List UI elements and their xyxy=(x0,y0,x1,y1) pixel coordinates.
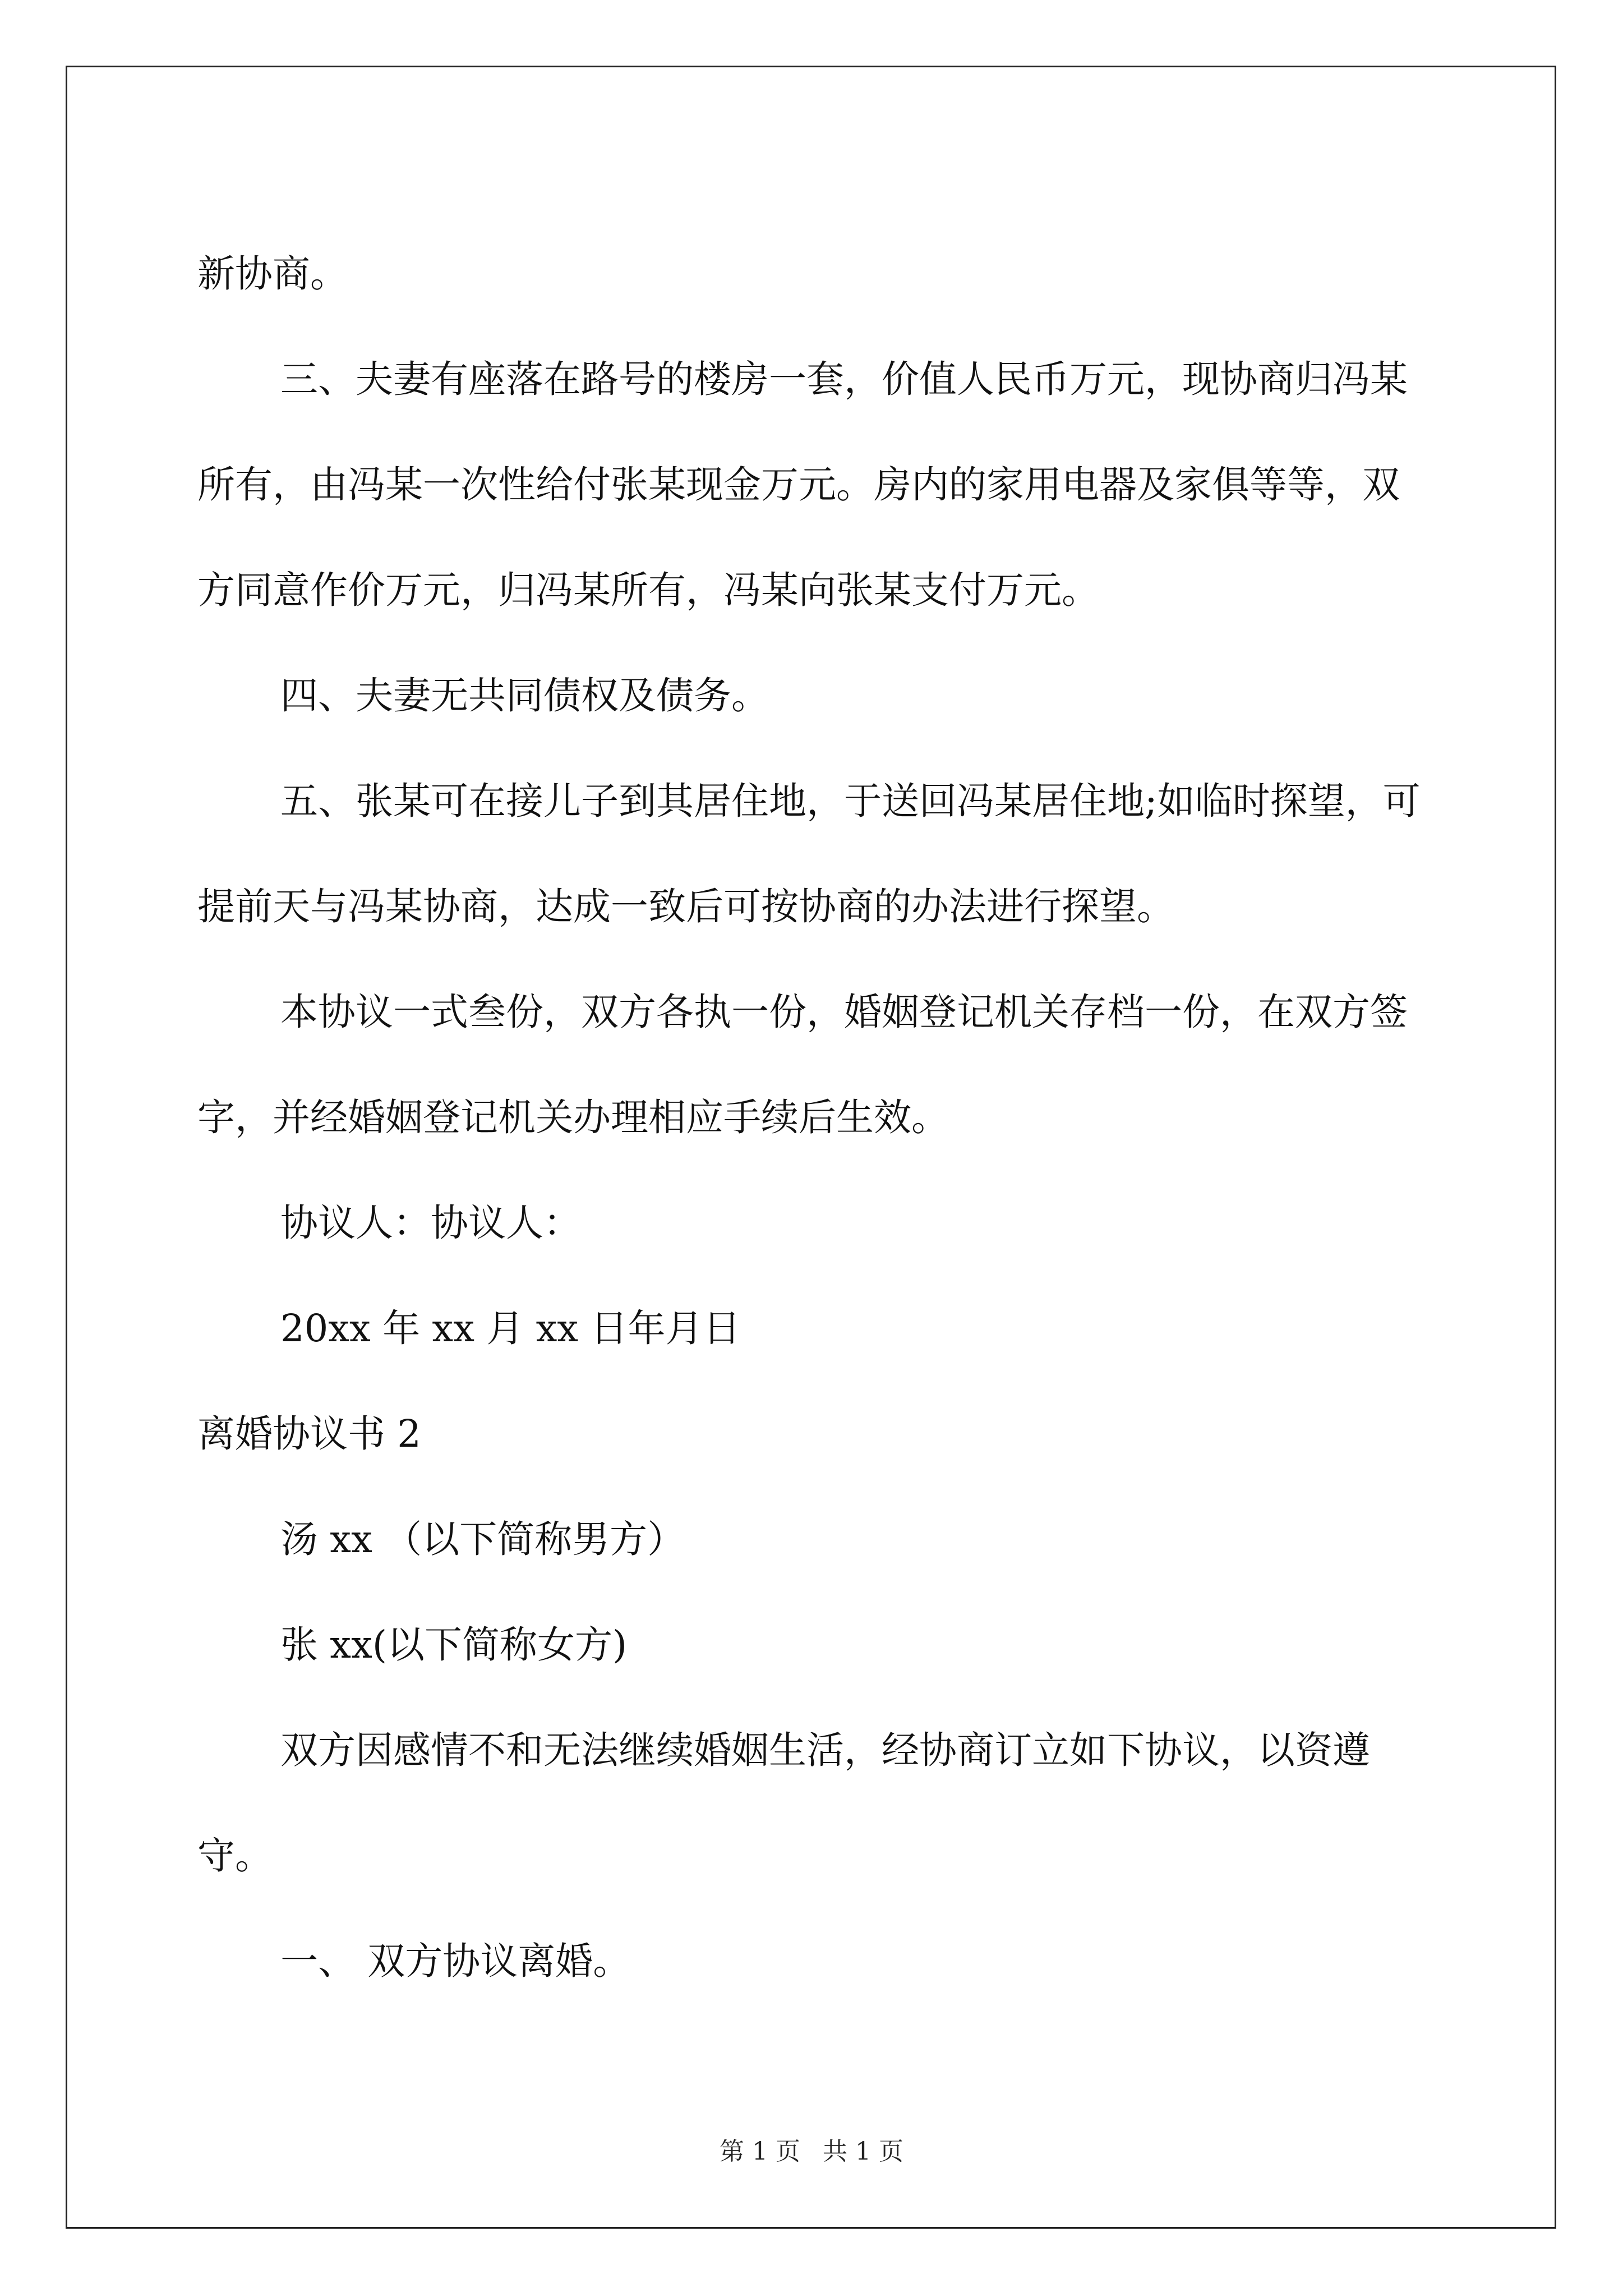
paragraph-date: 20xx 年 xx 月 xx 日年月日 xyxy=(280,1306,741,1350)
paragraph-clause-1: 一、 双方协议离婚。 xyxy=(280,1939,631,1983)
paragraph-continuation: 新协商。 xyxy=(197,252,348,296)
party-female: 张 xx(以下简称女方) xyxy=(280,1623,628,1667)
paragraph-preamble: 双方因感情不和无法继续婚姻生活，经协商订立如下协议，以资遵守。 xyxy=(197,1728,1370,1878)
party-male: 汤 xx （以下简称男方） xyxy=(280,1517,685,1561)
paragraph-signatories: 协议人：协议人： xyxy=(280,1201,581,1245)
section-heading: 离婚协议书 2 xyxy=(197,1412,421,1456)
paragraph-clause-3: 三、夫妻有座落在路号的楼房一套，价值人民币万元，现协商归冯某所有，由冯某一次性给付张某现金万元。房内的家用电器及家俱等等，双方同意作价万元，归冯某所有，冯某向张某支付万元。 xyxy=(197,357,1408,612)
paragraph-clause-5: 五、张某可在接儿子到其居住地，于送回冯某居住地;如临时探望，可提前天与冯某协商，达成一致后可按协商的办法进行探望。 xyxy=(197,779,1421,928)
paragraph-clause-4: 四、夫妻无共同债权及债务。 xyxy=(280,674,769,717)
page-number: 第 1 页 xyxy=(720,2137,800,2166)
page-footer xyxy=(0,2135,1623,2169)
paragraph-copies: 本协议一式叁份，双方各执一份，婚姻登记机关存档一份，在双方签字，并经婚姻登记机关办理相应手续后生效。 xyxy=(197,990,1408,1139)
page-total: 共 1 页 xyxy=(823,2137,903,2166)
document-body xyxy=(197,221,1427,2014)
